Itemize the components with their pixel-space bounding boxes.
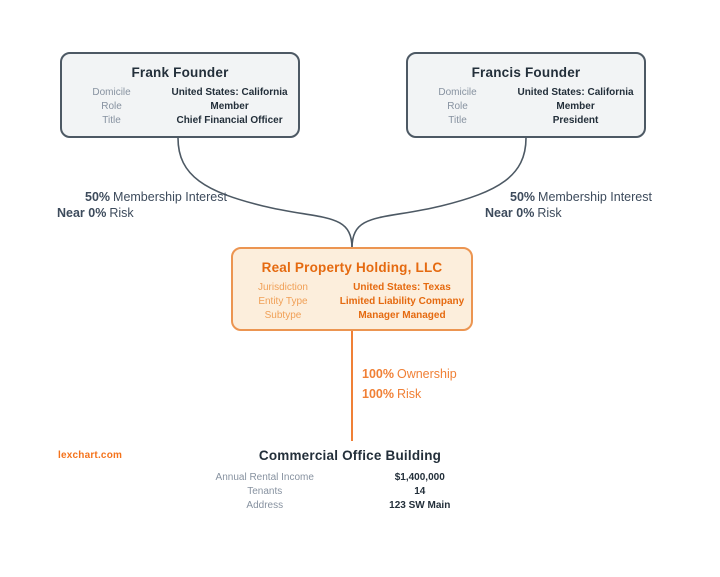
node-title: Commercial Office Building bbox=[258, 448, 442, 463]
attr-label: Title bbox=[448, 115, 467, 126]
attr-label: Title bbox=[102, 115, 121, 126]
attr-value: Member bbox=[210, 101, 249, 112]
edge-francis-to-holding bbox=[352, 138, 526, 248]
percentage-value: Near 0% bbox=[57, 206, 107, 220]
edge-label-text: Risk bbox=[109, 206, 134, 220]
attr-value: United States: California bbox=[171, 87, 288, 98]
attr-value: 14 bbox=[414, 486, 426, 497]
node-attributes bbox=[195, 471, 505, 513]
edge-label-ownership bbox=[362, 367, 457, 382]
percentage-value: 50% bbox=[85, 190, 111, 204]
edge-label-left-membership-interest bbox=[85, 190, 227, 205]
edge-label-text: Risk bbox=[396, 387, 422, 401]
attr-label: Annual Rental Income bbox=[215, 472, 314, 483]
node-attributes bbox=[408, 86, 644, 128]
lexchart-watermark-link[interactable]: lexchart.com bbox=[58, 450, 123, 461]
attr-value: 123 SW Main bbox=[389, 500, 451, 511]
edge-label-text: Risk bbox=[537, 206, 562, 220]
attr-value: Chief Financial Officer bbox=[176, 115, 283, 126]
edge-label-text: Ownership bbox=[396, 367, 457, 381]
percentage-value: 50% bbox=[510, 190, 536, 204]
edge-label-text: Membership Interest bbox=[538, 190, 652, 204]
attr-value: Manager Managed bbox=[358, 310, 446, 321]
percentage-value: 100% bbox=[362, 367, 394, 381]
edge-label-ownership-risk bbox=[362, 387, 421, 402]
node-title: Francis Founder bbox=[471, 65, 581, 80]
attr-label: Subtype bbox=[264, 310, 302, 321]
attr-value: Member bbox=[556, 101, 595, 112]
node-title: Frank Founder bbox=[131, 65, 229, 80]
attr-value: United States: Texas bbox=[353, 282, 451, 293]
edge-label-right-risk bbox=[485, 206, 562, 221]
asset-node-commercial-office-building[interactable] bbox=[195, 448, 505, 513]
attr-label: Entity Type bbox=[258, 296, 308, 307]
percentage-value: 100% bbox=[362, 387, 394, 401]
attr-value: United States: California bbox=[517, 87, 634, 98]
attr-label: Role bbox=[101, 101, 122, 112]
edge-label-left-risk bbox=[57, 206, 134, 221]
attr-label: Domicile bbox=[92, 87, 131, 98]
entity-node-francis-founder[interactable] bbox=[406, 52, 646, 138]
node-attributes bbox=[233, 281, 471, 323]
attr-label: Domicile bbox=[438, 87, 477, 98]
percentage-value: Near 0% bbox=[485, 206, 535, 220]
node-title: Real Property Holding, LLC bbox=[261, 260, 443, 275]
attr-label: Tenants bbox=[247, 486, 283, 497]
entity-node-real-property-holding[interactable] bbox=[231, 247, 473, 331]
attr-value: President bbox=[552, 115, 599, 126]
node-attributes bbox=[62, 86, 298, 128]
attr-value: $1,400,000 bbox=[394, 472, 445, 483]
entity-node-frank-founder[interactable] bbox=[60, 52, 300, 138]
attr-label: Address bbox=[246, 500, 284, 511]
attr-label: Jurisdiction bbox=[257, 282, 308, 293]
attr-value: Limited Liability Company bbox=[339, 296, 465, 307]
edge-label-text: Membership Interest bbox=[113, 190, 227, 204]
edge-label-right-membership-interest bbox=[510, 190, 652, 205]
attr-label: Role bbox=[447, 101, 468, 112]
